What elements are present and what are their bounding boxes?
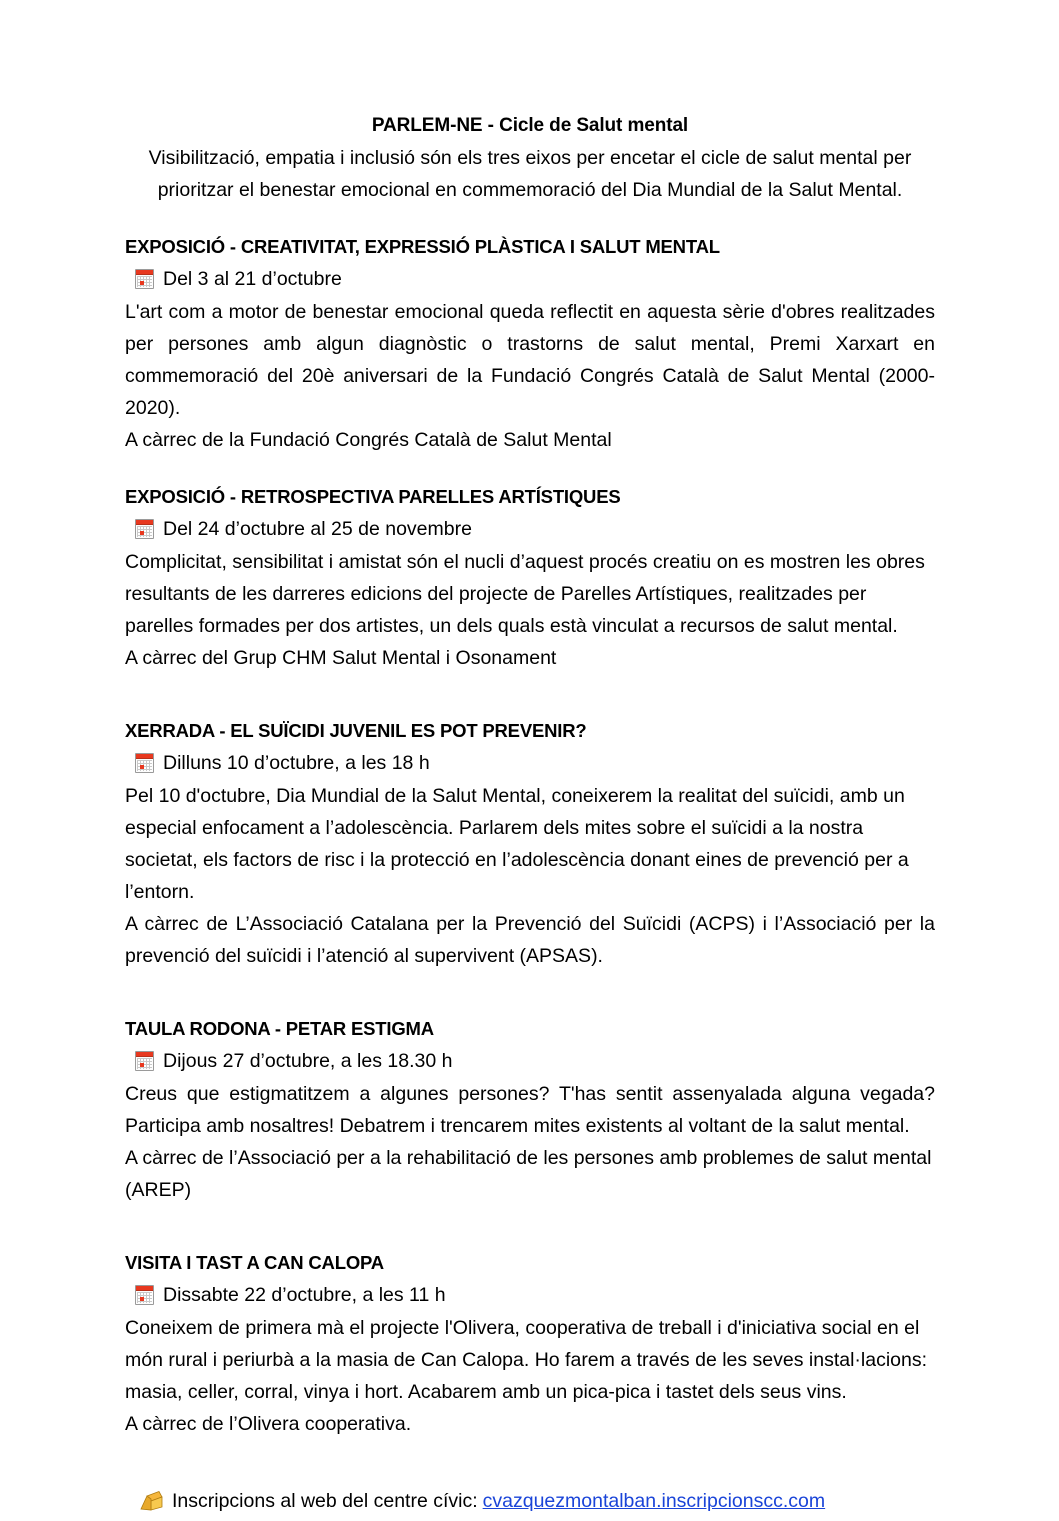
- section-date: Dijous 27 d’octubre, a les 18.30 h: [163, 1050, 453, 1072]
- inscription-line: [125, 1486, 935, 1516]
- section-heading: EXPOSICIÓ - CREATIVITAT, EXPRESSIÓ PLÀSTICA I SALUT MENTAL: [125, 236, 720, 257]
- section-credit: A càrrec de la Fundació Congrés Català de Salut Mental: [125, 429, 612, 451]
- section-date-line: [125, 1280, 935, 1310]
- section-taula-rodona: [125, 1016, 935, 1206]
- section-date: Del 24 d’octubre al 25 de novembre: [163, 518, 472, 540]
- inscription-link[interactable]: cvazquezmontalban.inscripcionscc.com: [482, 1490, 826, 1512]
- section-credit: A càrrec del Grup CHM Salut Mental i Osonament: [125, 647, 557, 669]
- section-heading: EXPOSICIÓ - RETROSPECTIVA PARELLES ARTÍSTIQUES: [125, 486, 621, 507]
- section-body: Complicitat, sensibilitat i amistat són el nucli d’aquest procés creatiu on es mostren les obres resultants de les darreres edicions del projecte de Parelles Artístiques, realitzades per parelles formades per dos artistes, un dels quals està vinculat a recursos de salut mental.: [125, 551, 925, 637]
- calendar-icon: [135, 1051, 154, 1071]
- document-intro: Visibilització, empatia i inclusió són els tres eixos per encetar el cicle de salut mental per prioritzar el benestar emocional en commemoració del Dia Mundial de la Salut Mental.: [148, 147, 912, 201]
- section-xerrada-suicidi: [125, 718, 935, 972]
- section-credit: A càrrec de l’Associació per a la rehabilitació de les persones amb problemes de salut mental (AREP): [125, 1147, 932, 1201]
- section-heading: TAULA RODONA - PETAR ESTIGMA: [125, 1018, 434, 1039]
- calendar-icon: [135, 519, 154, 539]
- section-date: Dissabte 22 d’octubre, a les 11 h: [163, 1284, 446, 1306]
- section-date: Dilluns 10 d’octubre, a les 18 h: [163, 752, 430, 774]
- calendar-icon: [135, 269, 154, 289]
- section-heading: VISITA I TAST A CAN CALOPA: [125, 1252, 384, 1273]
- writing-hand-icon: [139, 1490, 164, 1512]
- calendar-icon: [135, 753, 154, 773]
- section-date-line: [125, 514, 935, 544]
- document-title: PARLEM-NE - Cicle de Salut mental: [371, 115, 689, 136]
- section-date: Del 3 al 21 d’octubre: [163, 268, 342, 290]
- section-heading: XERRADA - EL SUÏCIDI JUVENIL ES POT PREVENIR?: [125, 720, 587, 741]
- section-date-line: [125, 748, 935, 778]
- section-date-line: [125, 264, 935, 294]
- section-body: Coneixem de primera mà el projecte l'Olivera, cooperativa de treball i d'iniciativa social en el món rural i periurbà a la masia de Can Calopa. Ho farem a través de les seves instal·lacions: masia, celler, corral, vinya i hort. Acabarem amb un pica-pica i tastet dels seus vins.: [125, 1317, 928, 1403]
- section-date-line: [125, 1046, 935, 1076]
- section-credit: A càrrec de L’Associació Catalana per la Prevenció del Suïcidi (ACPS) i l’Associació per la prevenció del suïcidi i l’atenció al supervivent (APSAS).: [125, 913, 935, 967]
- section-body: Pel 10 d'octubre, Dia Mundial de la Salut Mental, coneixerem la realitat del suïcidi, amb un especial enfocament a l’adolescència. Parlarem dels mites sobre el suïcidi a la nostra societat, els factors de risc i la protecció en l’adolescència donant eines de prevenció per a l’entorn.: [125, 785, 909, 903]
- inscription-text: Inscripcions al web del centre cívic:: [172, 1490, 478, 1512]
- calendar-icon: [135, 1285, 154, 1305]
- section-credit: A càrrec de l’Olivera cooperativa.: [125, 1413, 412, 1435]
- section-exposicio-creativitat: [125, 234, 935, 456]
- section-visita-can-calopa: [125, 1250, 935, 1440]
- document-content: [125, 112, 935, 1516]
- section-exposicio-retrospectiva: [125, 484, 935, 674]
- section-body: Creus que estigmatitzem a algunes persones? T'has sentit assenyalada alguna vegada? Participa amb nosaltres! Debatrem i trencarem mites existents al voltant de la salut mental.: [125, 1083, 935, 1137]
- section-body: L'art com a motor de benestar emocional queda reflectit en aquesta sèrie d'obres realitzades per persones amb algun diagnòstic o trastorns de salut mental, Premi Xarxart en commemoració del 20è aniversari de la Fundació Congrés Català de Salut Mental (2000-2020).: [125, 301, 935, 419]
